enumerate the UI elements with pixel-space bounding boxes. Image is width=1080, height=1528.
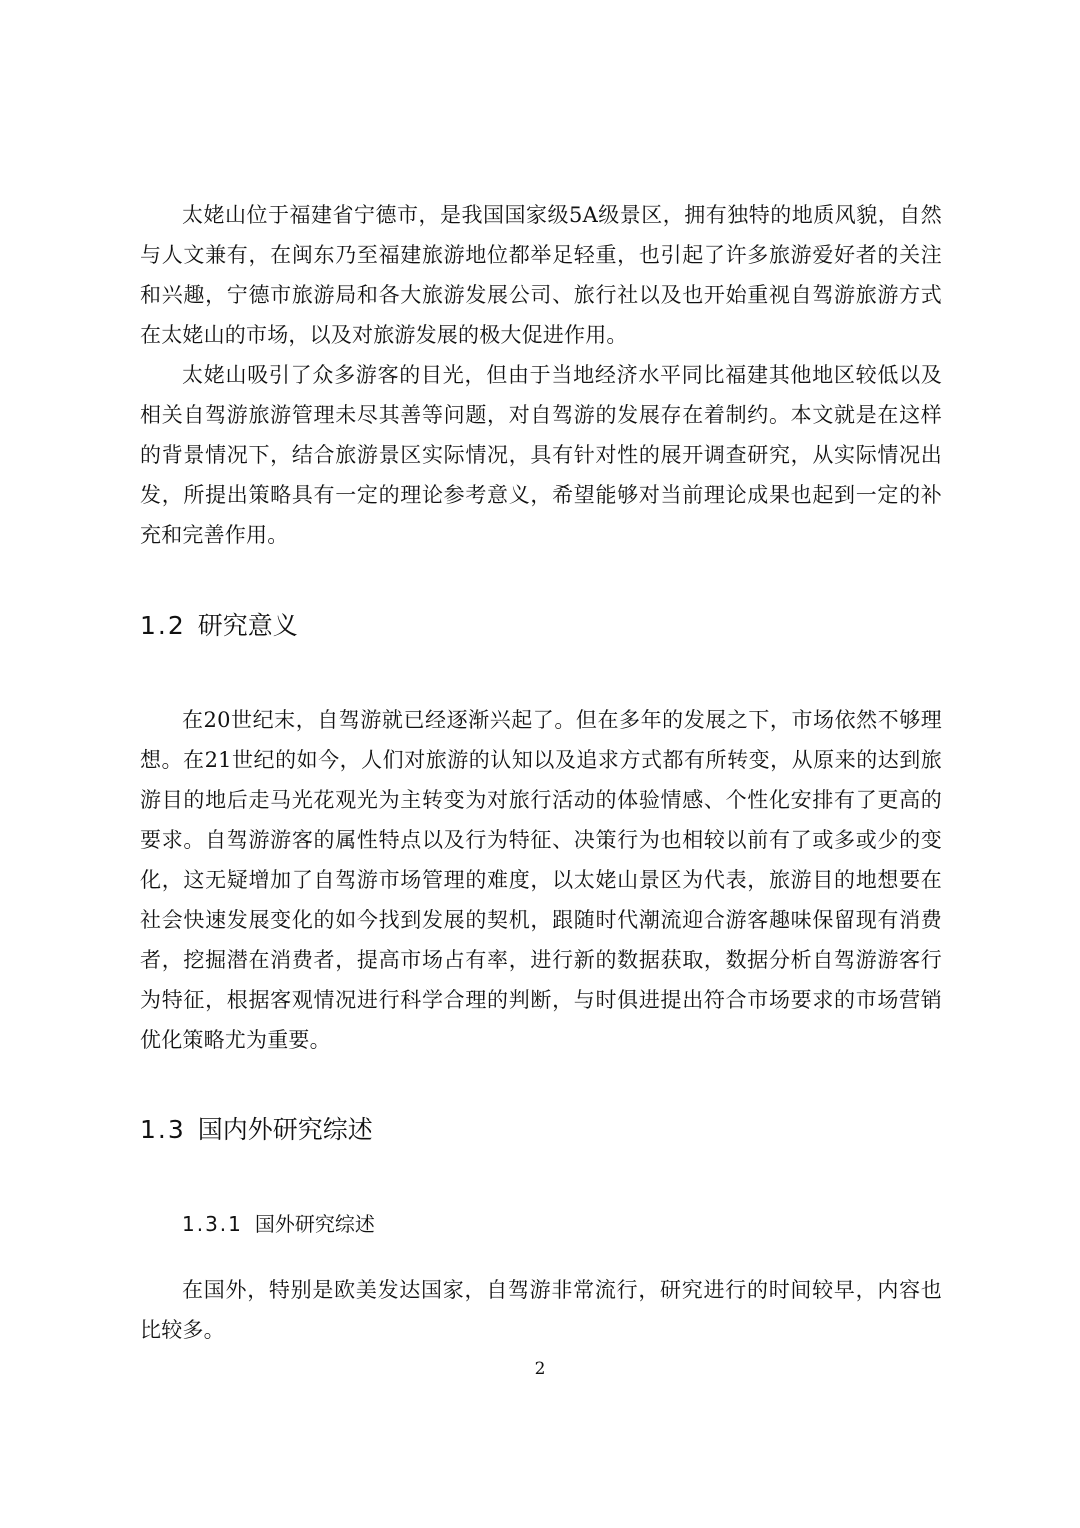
paragraph-taimushan-background: 太姥山吸引了众多游客的目光，但由于当地经济水平同比福建其他地区较低以及相关自驾游旅游管理未尽其善等问题，对自驾游的发展存在着制约。本文就是在这样的背景情况下，结合旅游景区实际情况，具有针对性的展开调查研究，从实际情况出发，所提出策略具有一定的理论参考意义，希望能够对当前理论成果也起到一定的补充和完善作用。 [140,363,942,547]
paragraph-foreign-research: 在国外，特别是欧美发达国家，自驾游非常流行，研究进行的时间较早，内容也比较多。 [140,1278,942,1342]
section-title: 研究意义 [197,611,298,640]
page-number: 2 [534,1359,546,1379]
subsection-number: 1.3.1 [182,1212,243,1236]
paragraph-taimushan-intro: 太姥山位于福建省宁德市，是我国国家级5A级景区，拥有独特的地质风貌，自然与人文兼有，在闽东乃至福建旅游地位都举足轻重，也引起了许多旅游爱好者的关注和兴趣，宁德市旅游局和各大旅游发展公司、旅行社以及也开始重视自驾游旅游方式在太姥山的市场，以及对旅游发展的极大促进作用。 [140,203,942,347]
section-number: 1.3 [140,1115,186,1144]
subsection-title: 国外研究综述 [254,1212,375,1236]
section-heading-1-2 [140,609,298,643]
section-heading-1-3 [140,1113,373,1147]
subsection-heading-1-3-1 [182,1209,375,1239]
section-number: 1.2 [140,611,186,640]
section-title: 国内外研究综述 [197,1115,373,1144]
paragraph-research-significance: 在20世纪末，自驾游就已经逐渐兴起了。但在多年的发展之下，市场依然不够理想。在21世纪的如今，人们对旅游的认知以及追求方式都有所转变，从原来的达到旅游目的地后走马光花观光为主转变为对旅行活动的体验情感、个性化安排有了更高的要求。自驾游游客的属性特点以及行为特征、决策行为也相较以前有了或多或少的变化，这无疑增加了自驾游市场管理的难度，以太姥山景区为代表，旅游目的地想要在社会快速发展变化的如今找到发展的契机，跟随时代潮流迎合游客趣味保留现有消费者，挖掘潜在消费者，提高市场占有率，进行新的数据获取，数据分析自驾游游客行为特征，根据客观情况进行科学合理的判断，与时俱进提出符合市场要求的市场营销优化策略尤为重要。 [140,708,942,1052]
